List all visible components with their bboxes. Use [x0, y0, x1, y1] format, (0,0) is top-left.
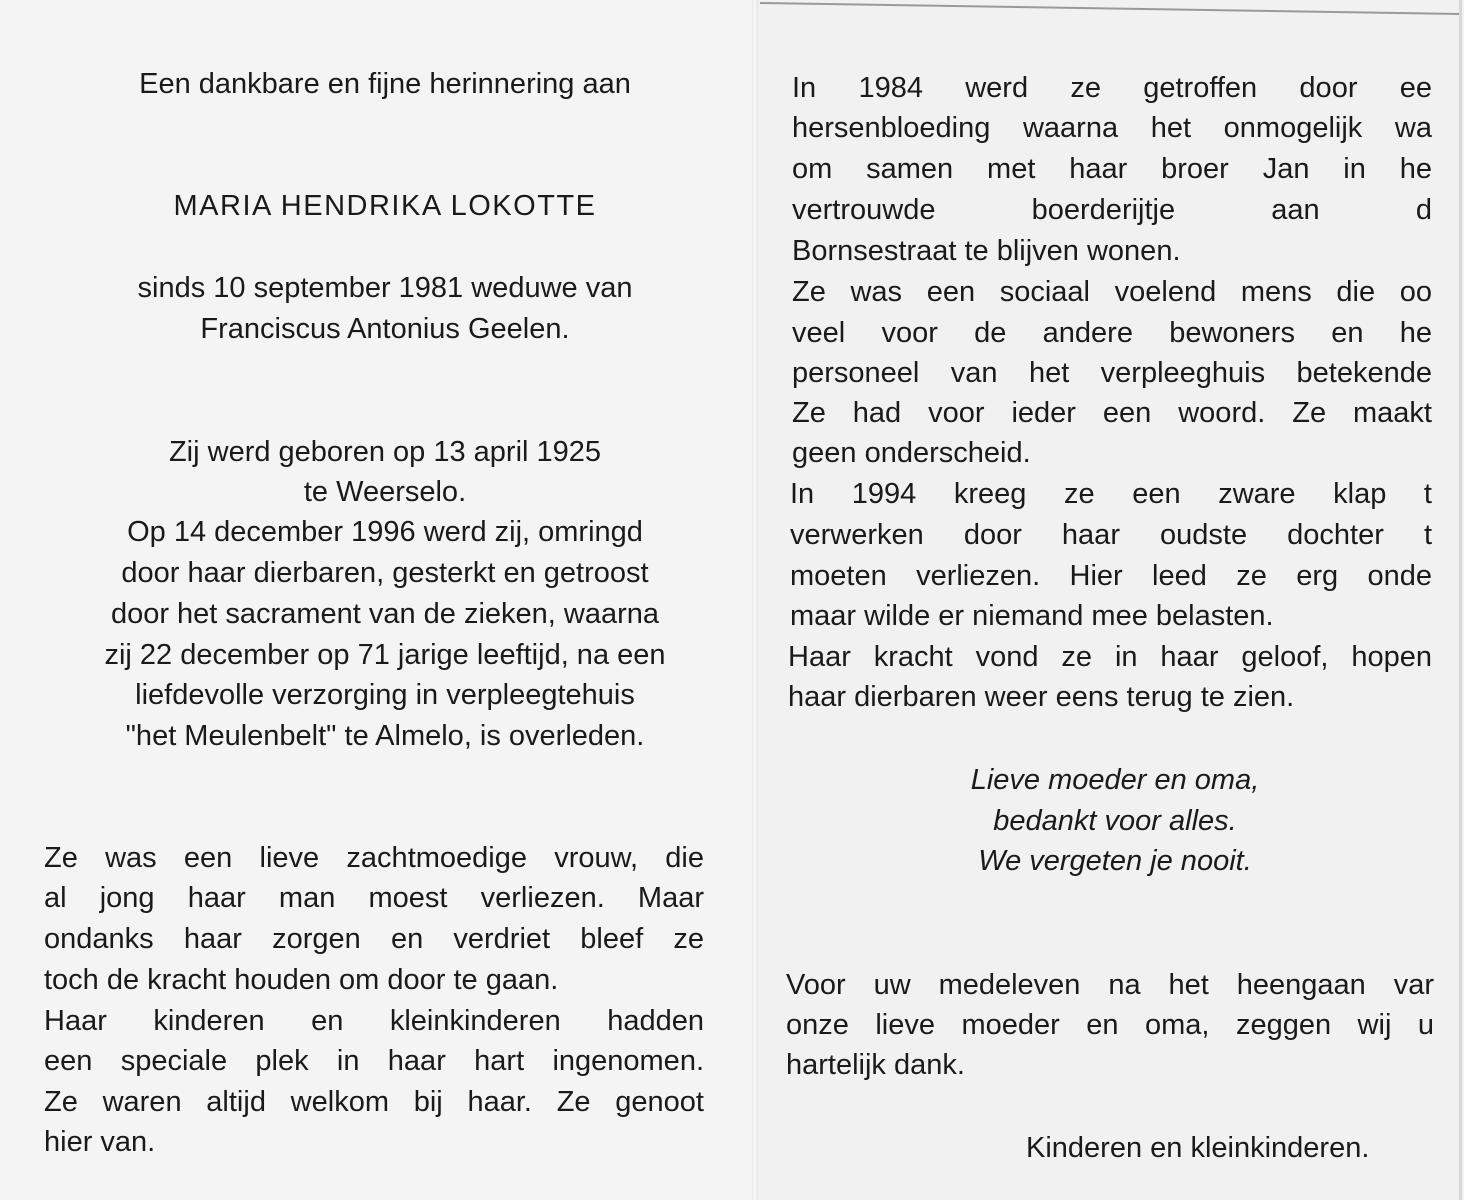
- tribute-line: Ze was een lieve zachtmoedige vrouw, die: [44, 842, 704, 874]
- paper-right-edge: [1459, 0, 1462, 1200]
- birth-line: "het Meulenbelt" te Almelo, is overleden.: [125, 720, 645, 752]
- thanks-line: onze lieve moeder en oma, zeggen wij u: [786, 1009, 1434, 1041]
- birth-line: te Weerselo.: [303, 476, 467, 508]
- story-line: In 1984 werd ze getroffen door ee: [792, 72, 1432, 104]
- tribute-line: Ze waren altijd welkom bij haar. Ze genoot: [44, 1086, 704, 1118]
- story-line: hersenbloeding waarna het onmogelijk wa: [792, 112, 1432, 144]
- tribute-line: hier van.: [44, 1126, 156, 1158]
- story-line: haar dierbaren weer eens terug te zien.: [788, 681, 1295, 713]
- intro-line: Een dankbare en fijne herinnering aan: [139, 68, 631, 100]
- story-line: personeel van het verpleeghuis betekende: [792, 357, 1432, 389]
- widow-line: Franciscus Antonius Geelen.: [200, 313, 570, 345]
- story-line: om samen met haar broer Jan in he: [792, 153, 1432, 185]
- story-line: Bornsestraat te blijven wonen.: [792, 235, 1181, 267]
- story-line: In 1994 kreeg ze een zware klap t: [790, 478, 1432, 510]
- birth-line: zij 22 december op 71 jarige leeftijd, na een: [104, 639, 666, 671]
- story-line: veel voor de andere bewoners en he: [792, 317, 1432, 349]
- story-line: Ze was een sociaal voelend mens die oo: [792, 276, 1432, 308]
- tribute-line: Haar kinderen en kleinkinderen hadden: [44, 1005, 704, 1037]
- tribute-line: al jong haar man moest verliezen. Maar: [44, 882, 704, 914]
- story-line: Ze had voor ieder een woord. Ze maakt: [792, 397, 1432, 429]
- signature: Kinderen en kleinkinderen.: [1026, 1132, 1370, 1164]
- card-fold: [752, 0, 758, 1200]
- tribute-line: toch de kracht houden om door te gaan.: [44, 964, 559, 996]
- story-line: maar wilde er niemand mee belasten.: [790, 600, 1274, 632]
- deceased-name: MARIA HENDRIKA LOKOTTE: [173, 190, 597, 222]
- verse-line: We vergeten je nooit.: [978, 845, 1252, 877]
- tribute-line: ondanks haar zorgen en verdriet bleef ze: [44, 923, 704, 955]
- birth-line: door het sacrament van de zieken, waarna: [110, 598, 660, 630]
- story-line: moeten verliezen. Hier leed ze erg onde: [790, 560, 1432, 592]
- birth-line: Zij werd geboren op 13 april 1925: [168, 436, 602, 468]
- thanks-line: hartelijk dank.: [786, 1049, 965, 1081]
- story-line: vertrouwde boerderijtje aan d: [792, 194, 1432, 226]
- birth-line: Op 14 december 1996 werd zij, omringd: [127, 516, 643, 548]
- story-line: Haar kracht vond ze in haar geloof, hopen: [788, 641, 1432, 673]
- story-line: verwerken door haar oudste dochter t: [790, 519, 1432, 551]
- tribute-line: een speciale plek in haar hart ingenomen.: [44, 1045, 704, 1077]
- birth-line: door haar dierbaren, gesterkt en getroost: [121, 557, 649, 589]
- birth-line: liefdevolle verzorging in verpleegtehuis: [135, 679, 635, 711]
- widow-line: sinds 10 september 1981 weduwe van: [137, 272, 633, 304]
- verse-line: bedankt voor alles.: [993, 805, 1237, 837]
- thanks-line: Voor uw medeleven na het heengaan var: [786, 969, 1434, 1001]
- story-line: geen onderscheid.: [792, 437, 1031, 469]
- verse-line: Lieve moeder en oma,: [970, 764, 1260, 796]
